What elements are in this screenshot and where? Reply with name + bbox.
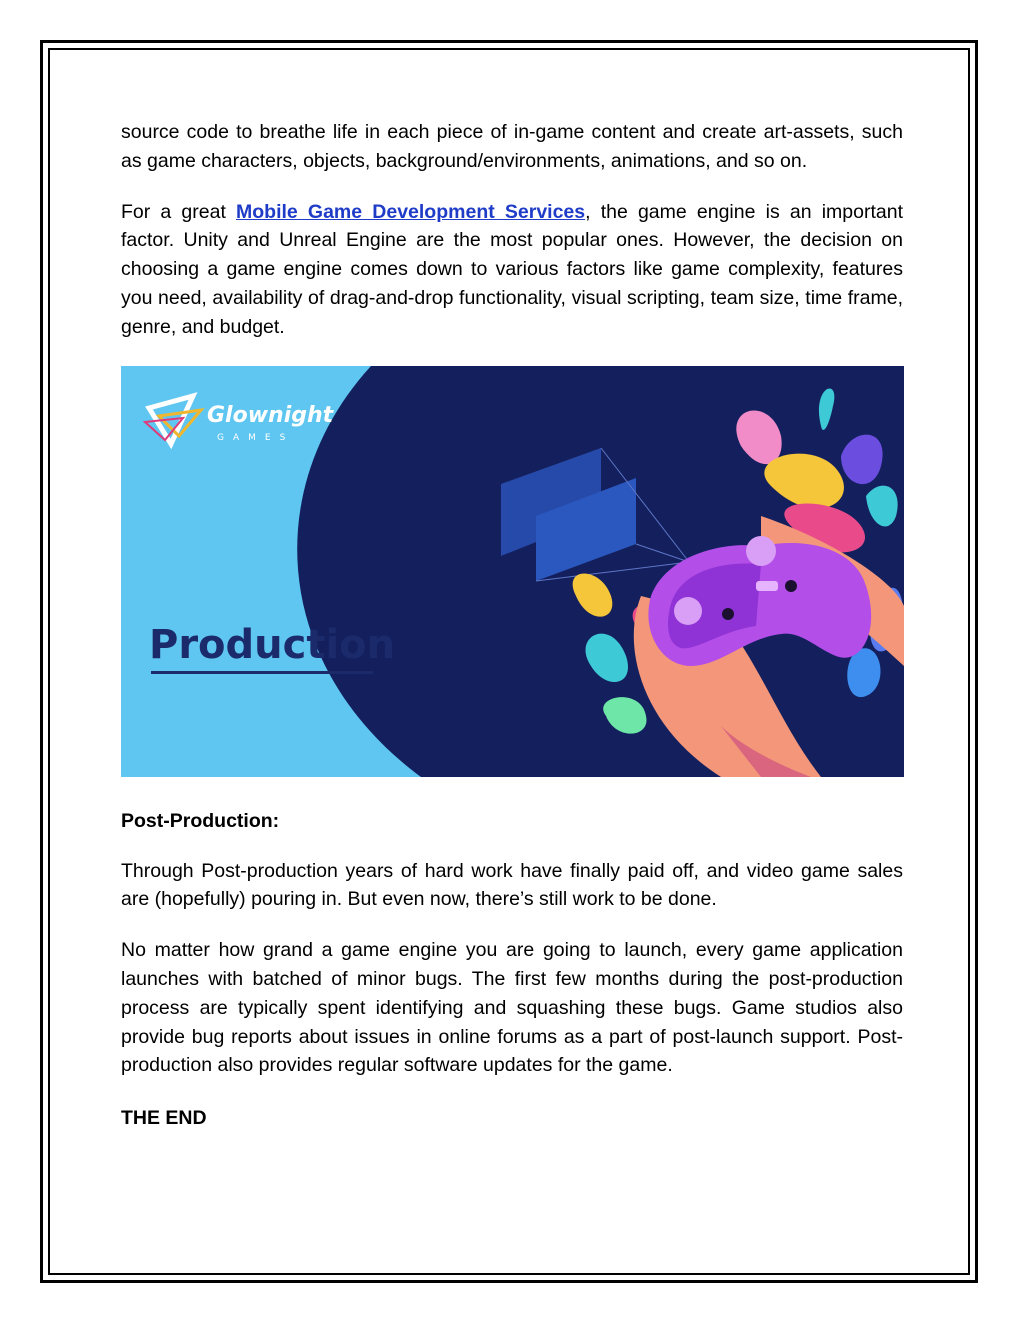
paragraph-source-code: source code to breathe life in each piece of in-game content and create art-assets, such as game characters, objects, background/environments, animations, and so on.: [121, 121, 903, 172]
banner-title: Production: [149, 621, 396, 668]
brand-subtitle: GAMES: [217, 432, 295, 443]
production-banner-image: [121, 366, 904, 777]
paragraph-text-before: For a great: [121, 200, 237, 223]
paragraph-post-production-intro: Through Post-production years of hard work have finally paid off, and video game sales are (hopefully) pouring in. But even now, there’s still work to be done.: [121, 859, 903, 911]
paragraph-post-production-bugs: No matter how grand a game engine you are going to launch, every game application launches with batched of minor bugs. The first few months during the post-production process are typically spent identifying and squashing these bugs. Game studios also provide bug reports about issues in online forums as a part of post-launch support. Post-production also provides regular software updates for the game.: [121, 939, 903, 1077]
section-heading-post-production: Post-Production:: [121, 809, 280, 832]
the-end-label: THE END: [121, 1107, 207, 1130]
paragraph-game-engine: [121, 198, 903, 342]
paragraph-text-after: , the game engine is an important factor. Unity and Unreal Engine are the most popular ones. However, the decision on choosing a game engine comes down to various factors like game complexity, features you need, availability of drag-and-drop functionality, visual scripting, team size, time frame, genre, and budget.: [121, 200, 903, 338]
mobile-game-services-link[interactable]: Mobile Game Development Services: [236, 200, 586, 223]
document-body: [121, 118, 903, 1132]
brand-name: Glownight: [207, 402, 334, 428]
banner-title-underline: [151, 671, 373, 674]
